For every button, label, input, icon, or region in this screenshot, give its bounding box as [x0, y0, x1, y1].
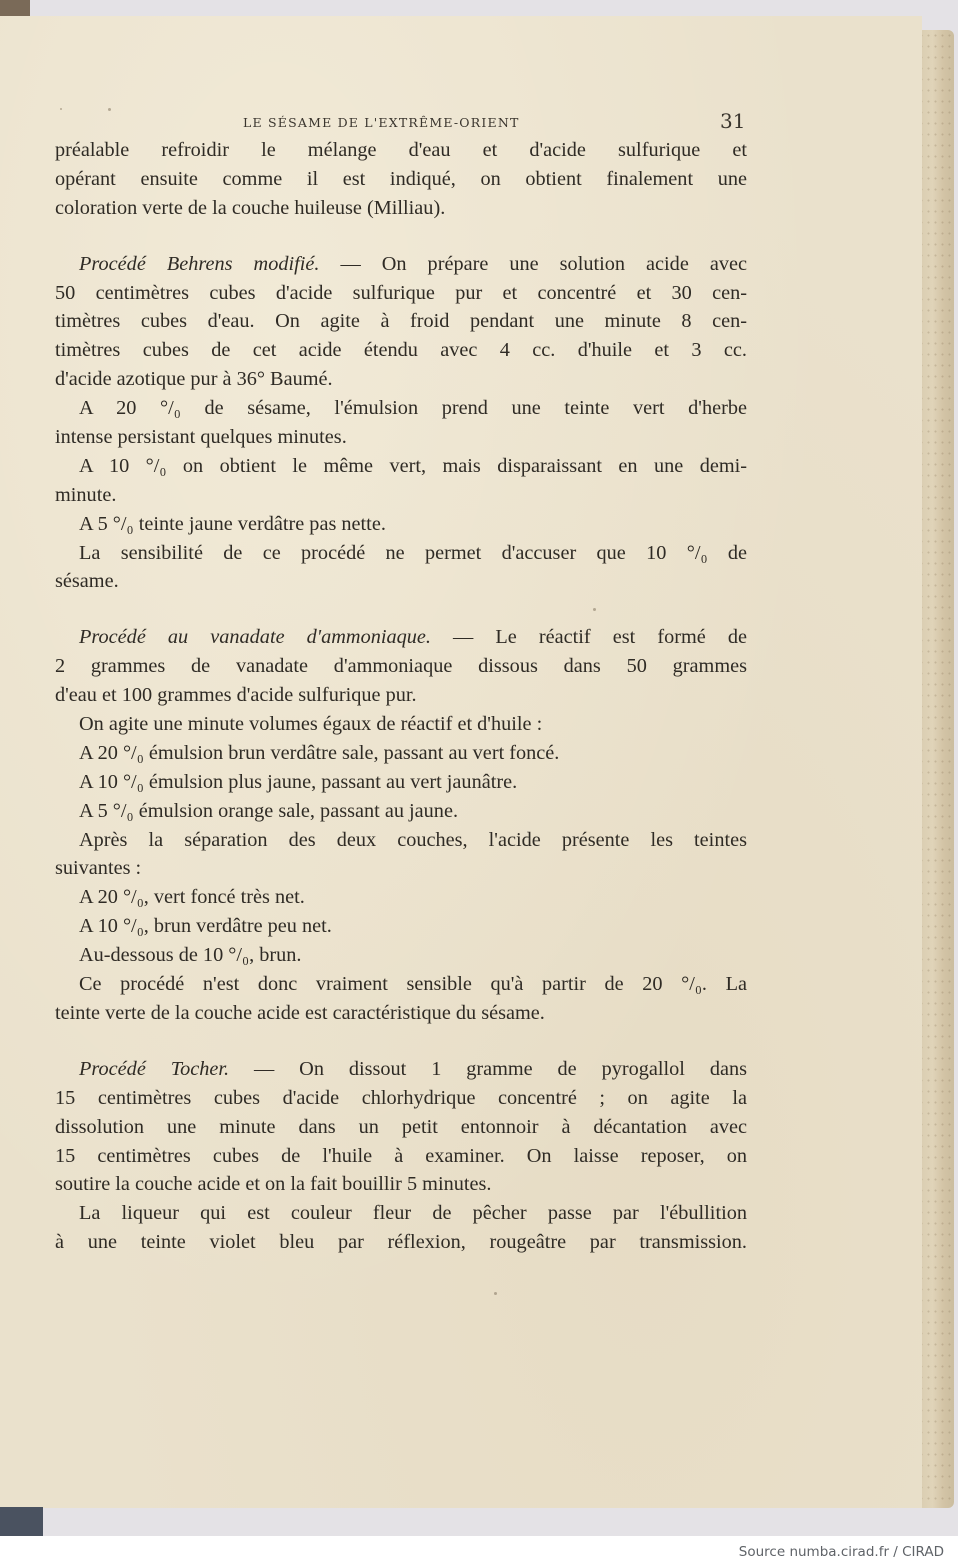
text-line: coloration verte de la couche huileuse (Milliau). — [55, 196, 446, 219]
text-line: d'eau et 100 grammes d'acide sulfurique pur. — [55, 684, 417, 707]
paragraph-continuation — [55, 136, 747, 223]
text-line: A 20 °/₀, vert foncé très net. — [79, 886, 305, 909]
paper-speck — [108, 108, 111, 111]
paragraph-tocher — [55, 1055, 747, 1257]
text-line: A 20 °/₀ de sésame, l'émulsion prend une teinte vert d'herbe — [79, 397, 747, 420]
text-line: d'acide azotique pur à 36° Baumé. — [55, 368, 333, 391]
text-line: teinte verte de la couche acide est caractéristique du sésame. — [55, 1001, 545, 1024]
text-line: opérant ensuite comme il est indiqué, on obtient finalement une — [55, 167, 747, 190]
section-heading: Procédé Tocher. — [79, 1057, 230, 1080]
section-heading: Procédé au vanadate d'ammoniaque. — [79, 626, 431, 649]
text-line: 15 centimètres cubes d'acide chlorhydrique concentré ; on agite la — [55, 1086, 747, 1109]
text-line: dissolution une minute dans un petit entonnoir à décantation avec — [55, 1115, 747, 1138]
text-line: A 20 °/₀ émulsion brun verdâtre sale, passant au vert foncé. — [79, 741, 560, 764]
text-line: Après la séparation des deux couches, l'acide présente les teintes — [79, 828, 747, 851]
text-line: A 10 °/₀ émulsion plus jaune, passant au vert jaunâtre. — [79, 770, 518, 793]
section-heading: Procédé Behrens modifié. — [79, 252, 320, 275]
paragraph-vanadate — [55, 623, 747, 1027]
text-line: La liqueur qui est couleur fleur de pêcher passe par l'ébullition — [79, 1202, 747, 1225]
text-line: 2 grammes de vanadate d'ammoniaque dissous dans 50 grammes — [55, 655, 747, 678]
text-line: Procédé Tocher. — On dissout 1 gramme de pyrogallol dans — [79, 1057, 747, 1080]
text-line: A 5 °/₀ teinte jaune verdâtre pas nette. — [79, 512, 386, 535]
scan-corner-bottom — [0, 1507, 43, 1536]
scan-corner-top — [0, 0, 30, 16]
text-line: A 5 °/₀ émulsion orange sale, passant au jaune. — [79, 799, 459, 822]
text-line: à une teinte violet bleu par réflexion, rougeâtre par transmission. — [55, 1231, 747, 1254]
paragraph-behrens — [55, 250, 747, 597]
text-line: La sensibilité de ce procédé ne permet d'accuser que 10 °/₀ de — [79, 541, 747, 564]
text-line: timètres cubes d'eau. On agite à froid pendant une minute 8 cen- — [55, 310, 747, 333]
text-line: timètres cubes de cet acide étendu avec 4 cc. d'huile et 3 cc. — [55, 339, 747, 362]
text-line: soutire la couche acide et on la fait bouillir 5 minutes. — [55, 1173, 492, 1196]
page-number: 31 — [720, 109, 746, 133]
text-line: 15 centimètres cubes de l'huile à examiner. On laisse reposer, on — [55, 1144, 747, 1167]
paper-speck — [494, 1292, 497, 1295]
text-line: Procédé Behrens modifié. — On prépare une solution acide avec — [79, 252, 747, 275]
text-line: préalable refroidir le mélange d'eau et d'acide sulfurique et — [55, 139, 747, 161]
text-line: 50 centimètres cubes d'acide sulfurique pur et concentré et 30 cen- — [55, 281, 747, 304]
text-line: A 10 °/₀ on obtient le même vert, mais disparaissant en une demi- — [79, 454, 747, 477]
paper-speck — [60, 108, 62, 110]
text-line: Procédé au vanadate d'ammoniaque. — Le réactif est formé de — [79, 626, 747, 649]
text-line: Ce procédé n'est donc vraiment sensible qu'à partir de 20 °/₀. La — [79, 973, 747, 996]
text-line: A 10 °/₀, brun verdâtre peu net. — [79, 915, 332, 938]
source-caption: Source numba.cirad.fr / CIRAD — [738, 1544, 944, 1560]
text-line: minute. — [55, 483, 117, 506]
text-line: sésame. — [55, 570, 119, 593]
running-title: LE SÉSAME DE L'EXTRÊME-ORIENT — [243, 115, 520, 130]
text-line: suivantes : — [55, 857, 142, 880]
body-text — [55, 136, 747, 1257]
text-line: Au-dessous de 10 °/₀, brun. — [79, 944, 302, 967]
running-head — [0, 109, 922, 135]
text-line: On agite une minute volumes égaux de réactif et d'huile : — [79, 713, 543, 736]
text-line: intense persistant quelques minutes. — [55, 426, 347, 449]
page-stack-edge — [918, 30, 954, 1508]
